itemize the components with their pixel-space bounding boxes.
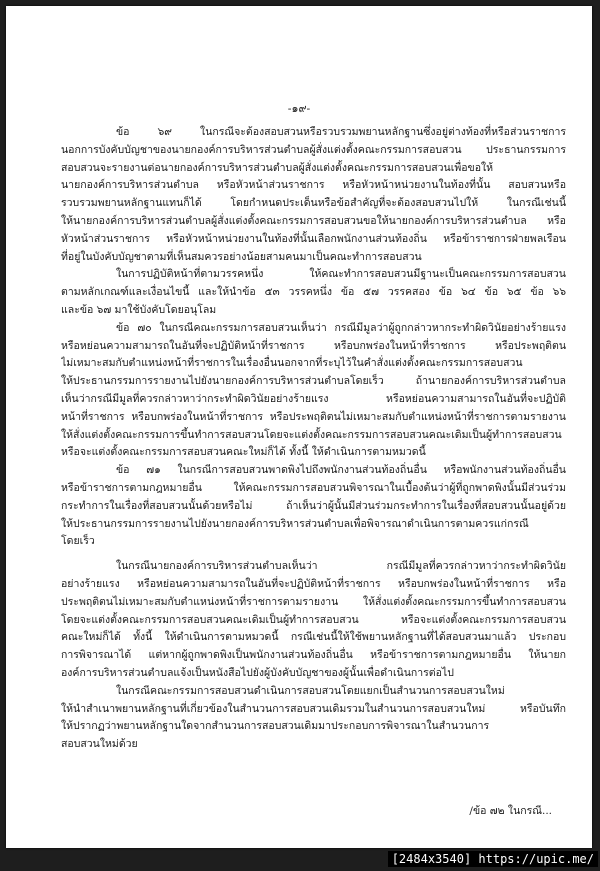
text-line: ไม่เหมาะสมกับตำแหน่งหน้าที่ราชการในเรื่องอื่นนอกจากที่ระบุไว้ในคำสั่งแต่งตั้งคณะกรรมการสอบสวน (61, 357, 523, 370)
text-line: หรือหย่อนความสามารถในอันที่จะปฏิบัติหน้าที่ราชการ หรือบกพร่องในหน้าที่ราชการ หรือประพฤติตน (61, 339, 566, 352)
text-line: ข้อ ๖๙ ในกรณีจะต้องสอบสวนหรือรวบรวมพยานหลักฐานซึ่งอยู่ต่างท้องที่หรือส่วนราชการ (116, 126, 566, 138)
paragraph-gap (61, 551, 566, 558)
body-text (61, 124, 566, 754)
text-line: ให้ประธานกรรมการรายงานไปยังนายกองค์การบริหารส่วนตำบลโดยเร็ว ถ้านายกองค์การบริหารส่วนตำบล (61, 375, 566, 388)
text-line: ให้นายกองค์การบริหารส่วนตำบลผู้สั่งแต่งตั้งคณะกรรมการสอบสวนขอให้นายกองค์การบริหารส่วนตำบล หรือ (61, 214, 566, 227)
text-line: ที่อยู่ในบังคับบัญชาตามที่เห็นสมควรอย่างน้อยสามคนมาเป็นคณะทำการสอบสวน (61, 250, 422, 263)
text-line: คณะใหม่ก็ได้ ทั้งนี้ ให้ดำเนินการตามหมวดนี้ กรณีเช่นนี้ให้ใช้พยานหลักฐานที่ได้สอบสวนมาแล้ว ประกอบ (61, 631, 566, 644)
text-line: สอบสวนจะรายงานต่อนายกองค์การบริหารส่วนตำบลผู้สั่งแต่งตั้งคณะกรรมการสอบสวนเพื่อขอให้ (61, 161, 494, 174)
text-line: หัวหน้าส่วนราชการ หรือหัวหน้าหน่วยงานในท้องที่นั้นเลือกพนักงานส่วนท้องถิ่น หรือข้าราชการฝ่ายพลเรือน (61, 232, 566, 245)
text-line: ข้อ ๗๐ ในกรณีคณะกรรมการสอบสวนเห็นว่า กรณีมีมูลว่าผู้ถูกกล่าวหากระทำผิดวินัยอย่างร้ายแรง (116, 321, 566, 334)
text-line: ให้ปรากฏว่าพยานหลักฐานใดจากสำนวนการสอบสวนเดิมมาประกอบการพิจารณาในสำนวนการ (61, 720, 490, 733)
text-line: องค์การบริหารส่วนตำบลแจ้งเป็นหนังสือไปยังผู้บังคับบัญชาของผู้นั้นเพื่อดำเนินการต่อไป (61, 666, 454, 679)
text-line: โดยเร็ว (61, 535, 95, 548)
text-line: หน้าที่ราชการ หรือบกพร่องในหน้าที่ราชการ หรือประพฤติตนไม่เหมาะสมกับตำแหน่งหน้าที่ราชการตามรายงาน (61, 410, 566, 423)
text-line: ในกรณีคณะกรรมการสอบสวนดำเนินการสอบสวนโดยแยกเป็นสำนวนการสอบสวนใหม่ (116, 684, 505, 697)
text-line: และข้อ ๖๗ มาใช้บังคับโดยอนุโลม (61, 303, 217, 316)
text-line: อย่างร้ายแรง หรือหย่อนความสามารถในอันที่จะปฏิบัติหน้าที่ราชการ หรือบกพร่องในหน้าที่ราชการ หรือ (61, 577, 566, 590)
text-line: หรือข้าราชการตามกฎหมายอื่น ให้คณะกรรมการสอบสวนพิจารณาในเบื้องต้นว่าผู้ที่ถูกพาดพิงนั้นมีส่วนร่วม (61, 481, 566, 494)
text-line: ให้ประธานกรรมการรายงานไปยังนายกองค์การบริหารส่วนตำบลเพื่อพิจารณาดำเนินการตามควรแก่กรณี (61, 517, 529, 530)
text-line: ในการปฏิบัติหน้าที่ตามวรรคหนึ่ง ให้คณะทำการสอบสวนมีฐานะเป็นคณะกรรมการสอบสวน (116, 268, 566, 281)
text-line: ในกรณีนายกองค์การบริหารส่วนตำบลเห็นว่า กรณีมีมูลที่ควรกล่าวหาว่ากระทำผิดวินัย (116, 560, 566, 573)
text-line: รวบรวมพยานหลักฐานแทนก็ได้ โดยกำหนดประเด็นหรือข้อสำคัญที่จะต้องสอบสวนไปให้ ในกรณีเช่นนี้ (61, 197, 566, 210)
text-line: ให้สั่งแต่งตั้งคณะกรรมการขึ้นทำการสอบสวนโดยจะแต่งตั้งคณะกรรมการสอบสวนคณะเดิมเป็นผู้ทำการสอบสวน (61, 428, 562, 441)
text-line: หรือจะแต่งตั้งคณะกรรมการสอบสวนคณะใหม่ก็ได้ ทั้งนี้ ให้ดำเนินการตามหมวดนี้ (61, 446, 426, 459)
text-line: นายกองค์การบริหารส่วนตำบล หรือหัวหน้าส่วนราชการ หรือหัวหน้าหน่วยงานในท้องที่นั้น สอบสวนหรือ (61, 179, 566, 192)
document-page (6, 6, 592, 848)
text-line: ตามหลักเกณฑ์และเงื่อนไขนี้ และให้นำข้อ ๕๓ วรรคหนึ่ง ข้อ ๕๗ วรรคสอง ข้อ ๖๔ ข้อ ๖๕ ข้อ ๖๖ (61, 286, 566, 299)
text-line: ประพฤติตนไม่เหมาะสมกับตำแหน่งหน้าที่ราชการตามรายงาน ให้สั่งแต่งตั้งคณะกรรมการขึ้นทำการสอบสวน (61, 595, 566, 608)
text-line: โดยจะแต่งตั้งคณะกรรมการสอบสวนคณะเดิมเป็นผู้ทำการสอบสวน หรือจะแต่งตั้งคณะกรรมการสอบสวน (61, 613, 566, 626)
text-line: นอกการบังคับบัญชาของนายกองค์การบริหารส่วนตำบลผู้สั่งแต่งตั้งคณะกรรมการสอบสวน ประธานกรรมการ (61, 143, 566, 156)
text-line: ให้นำสำเนาพยานหลักฐานที่เกี่ยวข้องในสำนวนการสอบสวนเดิมรวมในสำนวนการสอบสวนใหม่ หรือบันทึก (61, 702, 566, 715)
text-line: การพิจารณาได้ แต่หากผู้ถูกพาดพิงเป็นพนักงานส่วนท้องถิ่นอื่น หรือข้าราชการตามกฎหมายอื่น ให้นายก (61, 649, 566, 662)
text-line: ข้อ ๗๑ ในกรณีการสอบสวนพาดพิงไปถึงพนักงานส่วนท้องถิ่นอื่น หรือพนักงานส่วนท้องถิ่นอื่น (116, 464, 566, 477)
text-line: กระทำการในเรื่องที่สอบสวนนั้นด้วยหรือไม่ ถ้าเห็นว่าผู้นั้นมีส่วนร่วมกระทำการในเรื่องที่สอบสวนนั้นอยู่ด้วย (61, 499, 566, 512)
image-size-watermark: [2484x3540] https://upic.me/ (388, 851, 598, 867)
text-line: เห็นว่ากรณีมีมูลที่ควรกล่าวหาว่ากระทำผิดวินัยอย่างร้ายแรง หรือหย่อนความสามารถในอันที่จะปฏิบัติ (61, 392, 566, 405)
page-number: -๑๙- (287, 102, 311, 115)
continuation-note: /ข้อ ๗๒ ในกรณี... (469, 805, 552, 817)
text-line: สอบสวนใหม่ด้วย (61, 738, 138, 751)
